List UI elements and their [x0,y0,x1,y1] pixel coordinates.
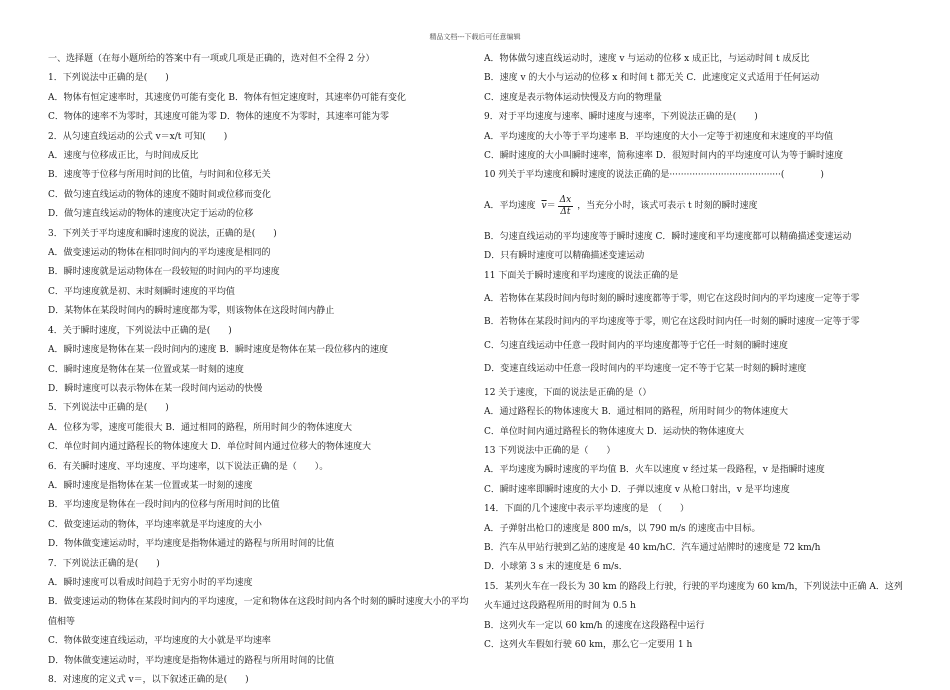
formula-prefix: A．平均速度 [484,201,536,212]
left-column [48,50,470,690]
option-line: D．只有瞬时速度可以精确描述变速运动 [484,251,645,262]
question-line: 3．下列关于平均速度和瞬时速度的说法，正确的是( ) [48,228,277,239]
question-line-wrapped: 15．某列火车在一段长为 30 km 的路段上行驶，行驶的平均速度为 60 km/h，下列说法中正确 A．这列火车通过这段路程所用的时间为 0.5 h [484,581,903,612]
option-line: C．瞬时速率即瞬时速度的大小 D．子弹以速度 v 从枪口射出，v 是平均速度 [484,484,790,495]
option-line: C．单位时间内通过路程长的物体速度大 D．运动快的物体速度大 [484,426,744,437]
option-line: A．速度与位移成正比，与时间成反比 [48,151,199,162]
fraction-denominator: Δt [560,207,571,218]
option-line: B．瞬时速度就是运动物体在一段较短的时间内的平均速度 [48,267,280,278]
option-line: B．速度等于位移与所用时间的比值，与时间和位移无关 [48,170,271,181]
formula-option-line [484,186,908,228]
question-line: 11 下面关于瞬时速度和平均速度的说法正确的是 [484,270,679,281]
option-line: B．速度 v 的大小与运动的位移 x 和时间 t 都无关 C．此速度定义式适用于任何运动 [484,73,820,84]
option-line: A．瞬时速度是指物体在某一位置或某一时刻的速度 [48,480,253,491]
option-line: B．这列火车一定以 60 km/h 的速度在这段路程中运行 [484,620,705,631]
option-line: B．若物体在某段时间内的平均速度等于零，则它在这段时间内任一时刻的瞬时速度一定等于零 [484,317,860,328]
option-line: B．汽车从甲站行驶到乙站的速度是 40 km/hC．汽车通过站牌时的速度是 72 km/h [484,542,821,553]
right-column [484,50,908,655]
question-line: 7．下列说法正确的是( ) [48,558,160,569]
option-line: A．平均速度的大小等于平均速率 B．平均速度的大小一定等于初速度和末速度的平均值 [484,131,833,142]
option-line: D．物体做变速运动时，平均速度是指物体通过的路程与所用时间的比值 [48,539,335,550]
option-line: A．若物体在某段时间内每时刻的瞬时速度都等于零，则它在这段时间内的平均速度一定等于零 [484,294,860,305]
page-header: 精品文档---下载后可任意编辑 [429,33,521,41]
option-line: C．做匀速直线运动的物体的速度不随时间或位移而变化 [48,189,271,200]
option-line: C．单位时间内通过路程长的物体速度大 D．单位时间内通过位移大的物体速度大 [48,442,371,453]
option-line: C．做变速运动的物体，平均速率就是平均速度的大小 [48,519,262,530]
question-line: 1．下列说法中正确的是( ) [48,73,169,84]
question-line: 5．下列说法中正确的是( ) [48,403,169,414]
option-line: A．物体做匀速直线运动时，速度 v 与运动的位移 x 成正比，与运动时间 t 成反比 [484,54,810,64]
fraction-numerator: Δx [559,195,572,206]
question-line: 4．关于瞬时速度，下列说法中正确的是( ) [48,325,232,336]
option-line: D．变速直线运动中任意一段时间内的平均速度一定不等于它某一时刻的瞬时速度 [484,364,807,375]
question-line: 9．对于平均速度与速率、瞬时速度与速率，下列说法正确的是( ) [484,112,758,123]
option-line: C．物体做变速直线运动，平均速度的大小就是平均速率 [48,636,271,647]
question-line: 6．有关瞬时速度、平均速度、平均速率，以下说法正确的是（ ）。 [48,461,329,472]
option-line: C．瞬时速度是物体在某一位置或某一时刻的速度 [48,364,244,375]
question-line: 8．对速度的定义式 v＝，以下叙述正确的是( ) [48,675,249,685]
question-line: 2．从匀速直线运动的公式 v＝x/t 可知( ) [48,131,228,142]
option-line: C．匀速直线运动中任意一段时间内的平均速度都等于它任一时刻的瞬时速度 [484,340,788,351]
question-line: 12 关于速度，下面的说法是正确的是（） [484,387,652,398]
option-line: C．物体的速率不为零时，其速度可能为零 D．物体的速度不为零时，其速率可能为零 [48,112,389,123]
average-velocity-symbol: $\overline{v}$ [541,201,547,212]
option-line: D．瞬时速度可以表示物体在某一段时间内运动的快慢 [48,383,263,394]
delta-fraction [558,195,574,218]
formula-suffix: ，当充分小时，该式可表示 t 时刻的瞬时速度 [577,201,758,212]
option-line: A．通过路程长的物体速度大 B．通过相同的路程，所用时间少的物体速度大 [484,407,788,418]
option-line: C．平均速度就是初、末时刻瞬时速度的平均值 [48,286,235,297]
option-line: A．瞬时速度可以看成时间趋于无穷小时的平均速度 [48,577,253,588]
option-line: D．做匀速直线运动的物体的速度决定于运动的位移 [48,209,254,220]
option-line: A．子弹射出枪口的速度是 800 m/s，以 790 m/s 的速度击中目标。 [484,523,761,534]
question-line: 10 列关于平均速度和瞬时速度的说法正确的是·······································( ) [484,170,824,181]
option-line: A．瞬时速度是物体在某一段时间内的速度 B．瞬时速度是物体在某一段位移内的速度 [48,345,388,356]
option-line: B．匀速直线运动的平均速度等于瞬时速度 C．瞬时速度和平均速度都可以精确描述变速运动 [484,231,852,242]
option-line-wrapped: B．做变速运动的物体在某段时间内的平均速度，一定和物体在这段时间内各个时刻的瞬时速度大小的平均值相等 [48,597,469,627]
formula-equals: ＝ [546,201,556,212]
option-line: A．平均速度为瞬时速度的平均值 B．火车以速度 v 经过某一段路程，v 是指瞬时速度 [484,465,825,476]
option-line: A．做变速运动的物体在相同时间内的平均速度是相同的 [48,248,271,259]
question-line: 14．下面的几个速度中表示平均速度的是 （ ） [484,504,689,515]
option-line: A．位移为零，速度可能很大 B．通过相同的路程，所用时间少的物体速度大 [48,422,352,433]
option-line: A．物体有恒定速率时，其速度仍可能有变化 B．物体有恒定速度时，其速率仍可能有变化 [48,92,406,103]
option-line: B．平均速度是物体在一段时间内的位移与所用时间的比值 [48,500,280,511]
option-line: C．速度是表示物体运动快慢及方向的物理量 [484,92,662,103]
section-title: 一、选择题（在每小题所给的答案中有一项或几项是正确的，选对但不全得 2 分） [48,54,375,64]
option-line: D．小球第 3 s 末的速度是 6 m/s． [484,562,628,573]
option-line: D．物体做变速运动时，平均速度是指物体通过的路程与所用时间的比值 [48,655,335,666]
option-line: C．这列火车假如行驶 60 km，那么它一定要用 1 h [484,639,693,650]
option-line: C．瞬时速度的大小叫瞬时速率，简称速率 D．很短时间内的平均速度可认为等于瞬时速度 [484,151,843,162]
question-line: 13 下列说法中正确的是（ ） [484,445,616,456]
option-line: D．某物体在某段时间内的瞬时速度都为零，则该物体在这段时间内静止 [48,306,335,317]
